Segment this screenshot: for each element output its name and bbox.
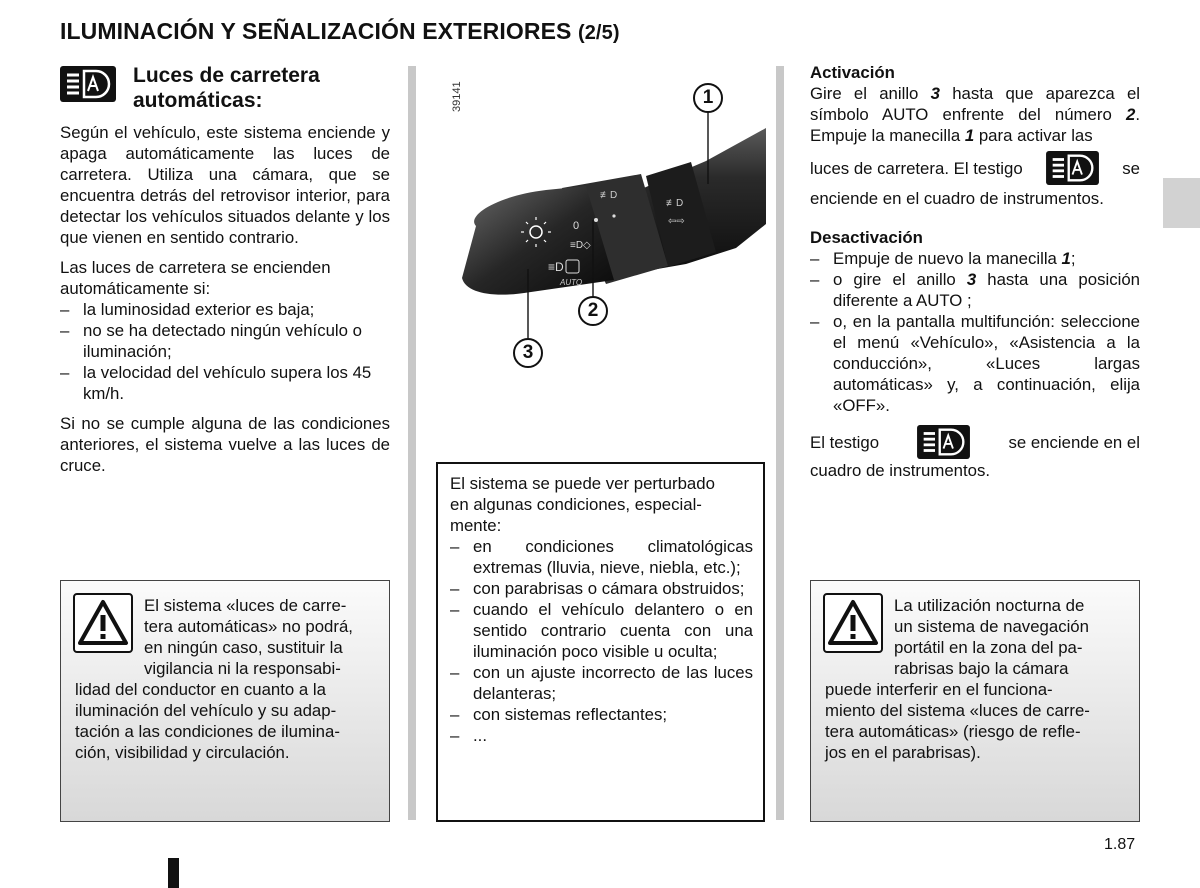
warning-line: La utilización nocturna de (894, 596, 1085, 615)
testigo-post: se enciende en el (1008, 432, 1140, 452)
activation-text-part: . Empuje la manecilla (810, 105, 1140, 145)
page-title-text: ILUMINACIÓN Y SEÑALIZACIÓN EXTERIORES (60, 18, 572, 44)
testigo-line (810, 424, 1140, 460)
activation-text-part: hasta que aparezca el símbolo AUTO enfrente del número (810, 84, 1141, 124)
ring-number: 3 (930, 84, 940, 103)
page-edge-marker (168, 858, 179, 888)
activation-text-part: para activar las (974, 126, 1093, 145)
svg-text:⇦⇨: ⇦⇨ (668, 216, 685, 227)
note-list (450, 536, 753, 746)
section-heading-line2: automáticas: (133, 89, 263, 112)
left-column (60, 122, 390, 476)
list-item: – cuando el vehículo delantero o en sentido contrario cuenta con una iluminación poco visible u oculta; (450, 599, 753, 662)
list-item (810, 248, 1140, 269)
deact-text: o gire el anillo (833, 270, 967, 289)
activation-line-c: enciende en el cuadro de instrumentos. (810, 189, 1104, 208)
callout-1: 1 (693, 83, 723, 113)
number-two: 2 (1125, 105, 1136, 124)
warning-line: El sistema «luces de carre- (144, 596, 347, 615)
note-line: mente: (450, 516, 502, 535)
warning-line: ción, visibilidad y circulación. (75, 743, 290, 762)
deact-text: Empuje de nuevo la manecilla (833, 249, 1062, 268)
note-box (436, 462, 765, 822)
warning-line: un sistema de navegación (894, 617, 1089, 636)
warning-line: tera automáticas» (riesgo de refle- (825, 722, 1081, 741)
activation-line-b: se (1122, 158, 1140, 178)
deact-text: hasta una posición diferente a AUTO ; (833, 270, 1140, 310)
list-item: – no se ha detectado ningún vehículo o iluminación; (60, 320, 390, 362)
note-line: El sistema se puede ver perturbado (450, 474, 715, 493)
warning-line: miento del sistema «luces de carre- (825, 701, 1090, 720)
note-line: en algunas condiciones, especial- (450, 495, 702, 514)
warning-right-text (825, 595, 1127, 763)
warning-line: vigilancia ni la responsabi- (144, 659, 341, 678)
page-title (60, 18, 620, 45)
right-column (810, 62, 1140, 481)
activation-title: Activación (810, 63, 895, 82)
page-part: (2/5) (577, 22, 620, 44)
auto-high-beam-icon (917, 425, 970, 459)
warning-line: tación a las condiciones de ilumina- (75, 722, 340, 741)
conditions-list (60, 299, 390, 404)
warning-line: lidad del conductor en cuanto a la (75, 680, 326, 699)
testigo-pre: El testigo (810, 432, 880, 452)
auto-label: AUTO (560, 278, 583, 287)
warning-line: iluminación del vehículo y su adap- (75, 701, 337, 720)
section-heading-line1: Luces de carretera (133, 64, 320, 87)
conditions-intro: Las luces de carretera se encienden automáticamente si: (60, 258, 331, 298)
testigo-line2: cuadro de instrumentos. (810, 461, 991, 480)
svg-text:≡D◇: ≡D◇ (570, 240, 591, 251)
list-item: – con parabrisas o cámara obstruidos; (450, 578, 753, 599)
activation-line-a: luces de carretera. El testigo (810, 158, 1023, 178)
deactivation-list (810, 248, 1140, 416)
list-item: – ... (450, 725, 753, 746)
warning-line: en ningún caso, sustituir la (144, 638, 343, 657)
warning-line: rabrisas bajo la cámara (894, 659, 1069, 678)
fallback-paragraph: Si no se cumple alguna de las condiciones anteriores, el sistema vuelve a las luces de cruce. (60, 414, 390, 475)
side-tab (1163, 178, 1200, 228)
list-item (810, 269, 1140, 311)
auto-high-beam-icon (60, 66, 116, 102)
warning-line: puede interferir en el funciona- (825, 680, 1053, 699)
column-separator-left (408, 66, 416, 820)
ring-number: 3 (966, 270, 977, 289)
note-box-content (450, 473, 753, 746)
lever-number: 1 (1061, 249, 1071, 268)
activation-line-with-icon (810, 148, 1140, 188)
list-item: – en condiciones climatológicas extremas (lluvia, nieve, niebla, etc.); (450, 536, 753, 578)
intro-paragraph: Según el vehículo, este sistema enciende y apaga automáticamente las luces de carretera. Utiliza una cámara, que se encuentra detrás del retrovisor interior, para detectar los vehículos situados delante y los que vienen en sentido contrario. (60, 123, 390, 247)
warning-line: tera automáticas» no podrá, (144, 617, 353, 636)
warning-box-left (60, 580, 390, 822)
list-item: – con un ajuste incorrecto de las luces delanteras; (450, 662, 753, 704)
ring-zero-label: 0 (573, 220, 580, 232)
deact-text: ; (1070, 249, 1076, 268)
figure-reference: 39141 (451, 81, 463, 112)
warning-box-right (810, 580, 1140, 822)
section-heading (133, 63, 320, 113)
list-item: – o, en la pantalla multifunción: seleccione el menú «Vehículo», «Asistencia a la conducción», «Luces largas automáticas» y, a continuación, elija «OFF». (810, 311, 1140, 416)
activation-text (810, 83, 1140, 146)
deactivation-title: Desactivación (810, 228, 923, 247)
svg-text:≢D: ≢D (666, 198, 684, 209)
warning-left-text (75, 595, 377, 763)
figure-lighting-stalk (436, 66, 766, 456)
callout-2: 2 (578, 296, 608, 326)
activation-text-part: Gire el anillo (810, 84, 931, 103)
warning-line: portátil en la zona del pa- (894, 638, 1083, 657)
callout-3: 3 (513, 338, 543, 368)
column-separator-right (776, 66, 784, 820)
auto-high-beam-icon (1046, 151, 1099, 185)
list-item: – con sistemas reflectantes; (450, 704, 753, 725)
list-item: – la velocidad del vehículo supera los 45 km/h. (60, 362, 390, 404)
list-item: – la luminosidad exterior es baja; (60, 299, 390, 320)
page-number: 1.87 (1104, 836, 1136, 853)
warning-line: jos en el parabrisas). (825, 743, 981, 762)
lever-number: 1 (964, 126, 975, 145)
svg-text:≢D: ≢D (600, 190, 618, 201)
svg-text:≡D: ≡D (548, 260, 564, 274)
